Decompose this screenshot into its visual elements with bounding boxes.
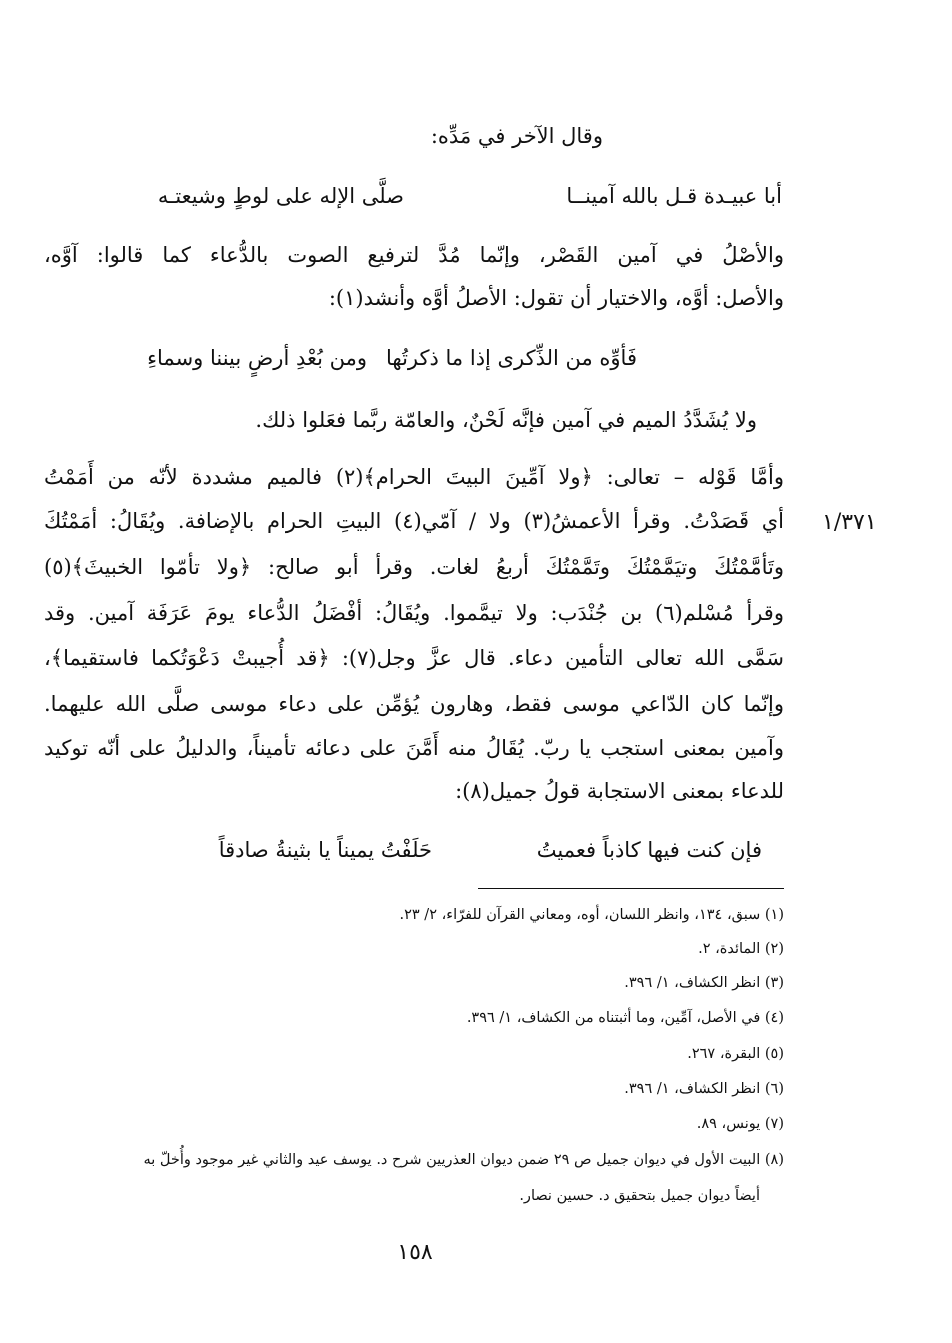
margin-folio-reference: ١/٣٧١ <box>822 510 877 535</box>
footnote-8: (٨) البيت الأول في ديوان جميل ص ٢٩ ضمن ديوان العذريين شرح د. يوسف عيد والثاني غير موجود وأُخلّ به <box>143 1152 784 1168</box>
paragraph-line: والأصل: أوَّه، والاختيار أن تقول: الأصلُ أوَّه وأنشد(١): <box>328 286 784 310</box>
paragraph-line: للدعاء بمعنى الاستجابة قولُ جميل(٨): <box>455 779 784 803</box>
footnote-separator <box>478 888 784 889</box>
paragraph-line: والأصْلُ في آمين القَصْر، وإنّما مُدَّ لترفيع الصوت بالدُّعاء كما قالوا: آوَّه، <box>44 243 784 267</box>
paragraph-line: ولا يُشَدَّدُ الميم في آمين فإنَّه لَحْنٌ، والعامّة ربَّما فعَلوا ذلك. <box>255 408 757 432</box>
paragraph-line: سَمَّى الله تعالى التأمين دعاء. قال عزَّ وجل(٧): ﴿قد أُجيبتْ دَعْوَتُكما فاستقيما﴾، <box>44 646 785 670</box>
footnote-7: (٧) يونس، ٨٩. <box>696 1116 784 1132</box>
intro-line: وقال الآخر في مَدِّه: <box>430 124 603 148</box>
verse-2-hemistich-1: فَأوِّه من الذِّكرى إذا ما ذكرتُها <box>386 346 637 370</box>
footnote-2: (٢) المائدة، ٢. <box>698 941 784 957</box>
paragraph-line: وأمَّا قَوْله – تعالى: ﴿ولا آمِّينَ البيتَ الحرام﴾(٢) فالميم مشددة لأنّه من أَمَمْتُ <box>44 465 784 489</box>
footnote-6: (٦) انظر الكشاف، ١/ ٣٩٦. <box>624 1081 784 1097</box>
footnote-3: (٣) انظر الكشاف، ١/ ٣٩٦. <box>624 975 784 991</box>
verse-2-hemistich-2: ومن بُعْدِ أرضٍ بيننا وسماءِ <box>147 346 367 370</box>
verse-1-hemistich-2: أبا عبيـدة قـل بالله آمينــا <box>566 184 782 208</box>
paragraph-line: وإنّما كان الدّاعي موسى فقط، وهارون يُؤمِّن على دعاء موسى صلَّى الله عليهما. <box>44 692 784 716</box>
paragraph-line: أي قَصَدْتُ. وقرأ الأعمشُ(٣) ولا / آمّي(٤) البيتِ الحرام بالإضافة. ويُقَالُ: أمَمْتُكَ <box>44 509 784 533</box>
page-number: ١٥٨ <box>397 1240 433 1265</box>
verse-3-hemistich-2: فإن كنت فيها كاذباً فعميتُ <box>536 838 762 862</box>
footnote-8-continuation: أيضاً ديوان جميل بتحقيق د. حسين نصار. <box>519 1188 760 1204</box>
verse-1-hemistich-1: صلَّى الإله على لوطٍ وشيعتـه <box>157 184 404 208</box>
paragraph-line: وقرأ مُسْلم(٦) بن جُنْدَب: ولا تيمَّموا. ويُقَالُ: أفْضَلُ الدُّعاء يومَ عَرَفَة آمين. وقد <box>44 601 784 625</box>
paragraph-line: وتَأمَّمْتُكَ وتيَمَّمْتُكَ وتَمَّمْتُكَ أربعُ لغات. وقرأ أبو صالح: ﴿ولا تأمّوا الخبيثَ﴾(٥) <box>44 555 784 579</box>
footnote-5: (٥) البقرة، ٢٦٧. <box>687 1046 784 1062</box>
footnote-4: (٤) في الأصل، آمِّين، وما أثبتناه من الكشاف، ١/ ٣٩٦. <box>466 1010 784 1026</box>
verse-3-hemistich-1: حَلَفْتُ يميناً يا بثينةُ صادقاً <box>218 838 432 862</box>
footnote-1: (١) سبق، ١٣٤، وانظر اللسان، أوه، ومعاني القرآن للفرّاء، ٢/ ٢٣. <box>399 907 784 923</box>
paragraph-line: وآمين بمعنى استجب يا ربّ. يُقَالُ منه أَمَّنَ على دعائه تأميناً، والدليلُ على أنّه توكيد <box>44 736 784 760</box>
